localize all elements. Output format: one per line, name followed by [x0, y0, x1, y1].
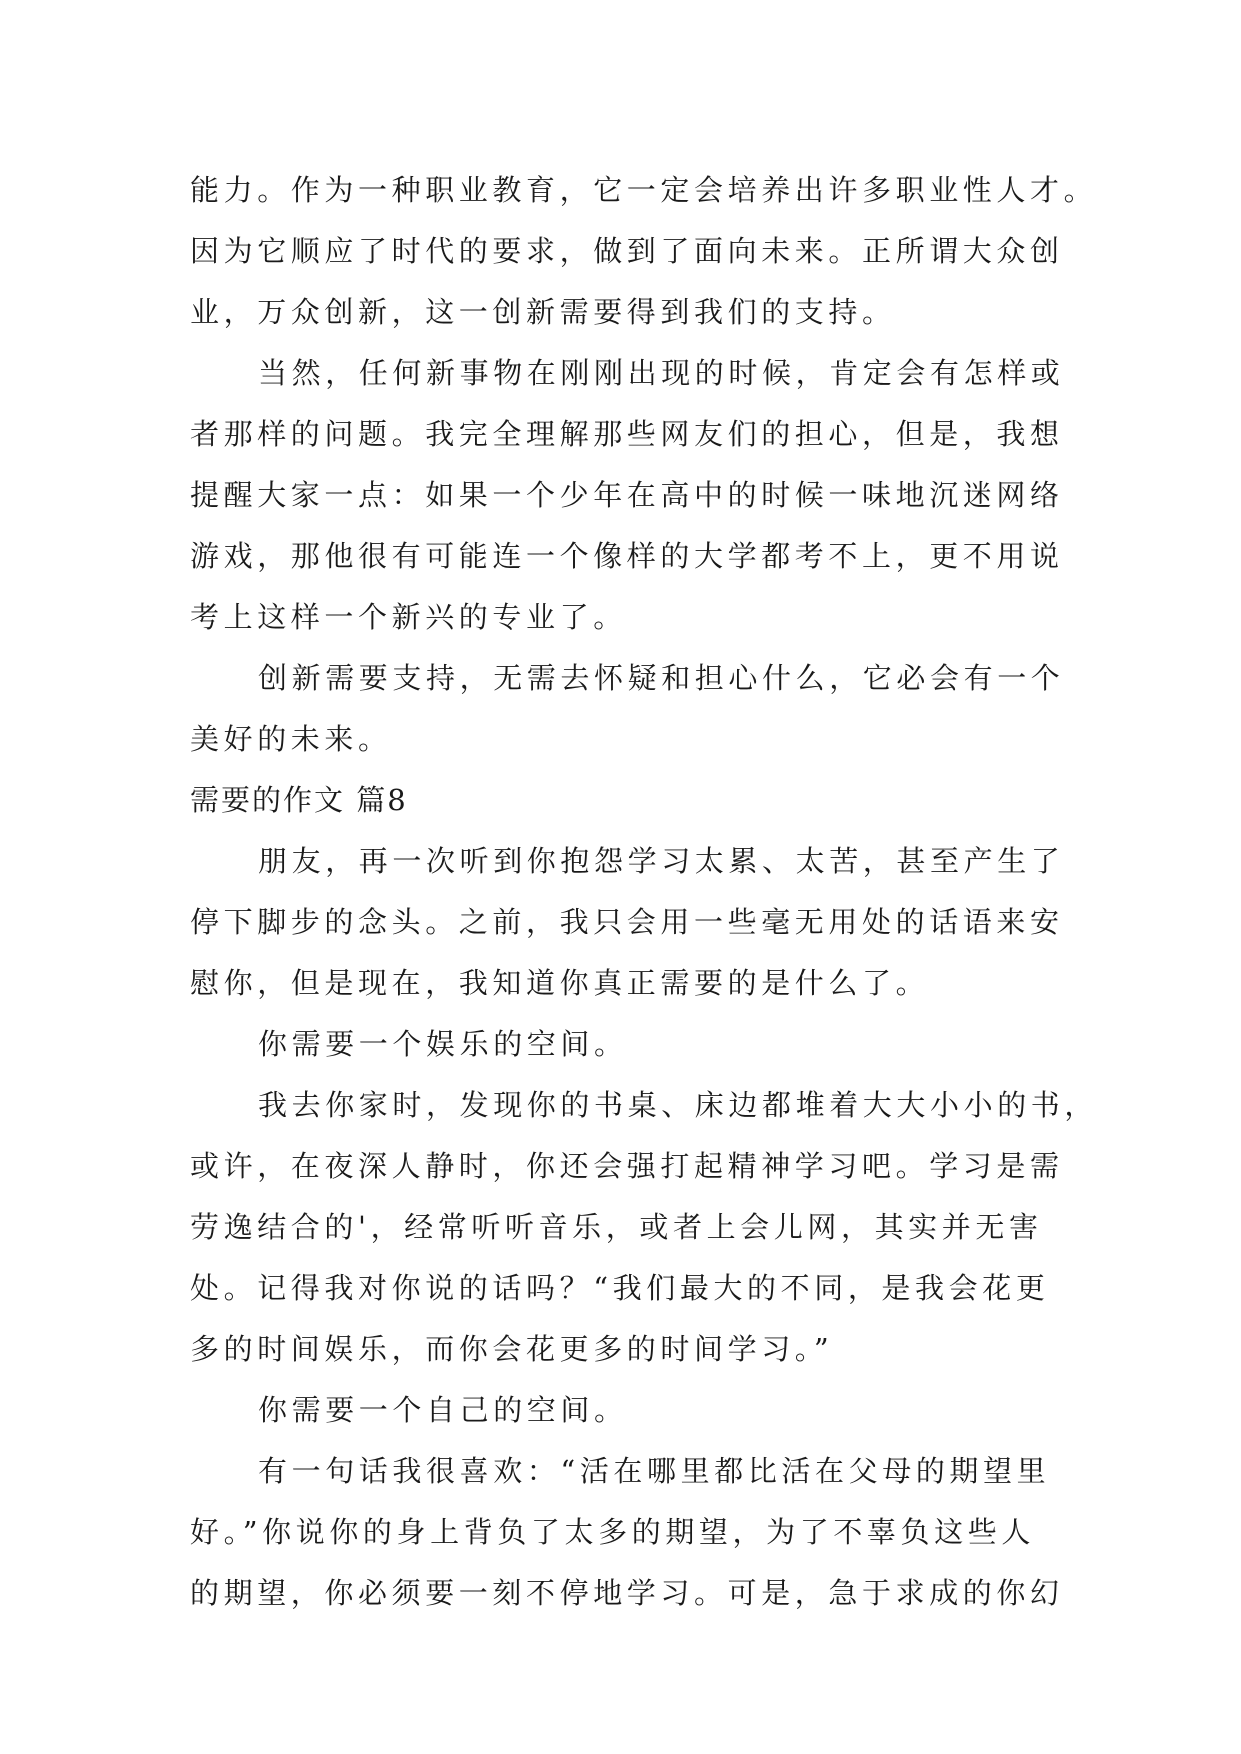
text-line: 停下脚步的念头。之前，我只会用一些毫无用处的话语来安 — [190, 905, 1064, 939]
text-line: 或许，在夜深人静时，你还会强打起精神学习吧。学习是需 — [190, 1149, 1064, 1183]
text-line: 能力。作为一种职业教育，它一定会培养出许多职业性人才。 — [190, 173, 1098, 207]
text-line: 多的时间娱乐，而你会花更多的时间学习。” — [190, 1332, 834, 1366]
paragraph-start-line: 朋友，再一次听到你抱怨学习太累、太苦，甚至产生了 — [258, 844, 1065, 878]
text-line: 提醒大家一点：如果一个少年在高中的时候一味地沉迷网络 — [190, 478, 1064, 512]
text-line: 处。记得我对你说的话吗？“我们最大的不同，是我会花更 — [190, 1271, 1050, 1305]
paragraph-start-line: 我去你家时，发现你的书桌、床边都堆着大大小小的书， — [258, 1088, 1099, 1122]
text-line: 慰你，但是现在，我知道你真正需要的是什么了。 — [190, 966, 930, 1000]
text-line: 好。”你说你的身上背负了太多的期望，为了不辜负这些人 — [190, 1515, 1035, 1549]
text-line: 的期望，你必须要一刻不停地学习。可是，急于求成的你幻 — [190, 1576, 1064, 1610]
paragraph-start-line: 你需要一个自己的空间。 — [258, 1393, 628, 1427]
paragraph-start-line: 创新需要支持，无需去怀疑和担心什么，它必会有一个 — [258, 661, 1065, 695]
text-line: 劳逸结合的'，经常听听音乐，或者上会儿网，其实并无害 — [190, 1210, 1043, 1244]
paragraph-start-line: 当然，任何新事物在刚刚出现的时候，肯定会有怎样或 — [258, 356, 1065, 390]
paragraph-start-line: 有一句话我很喜欢：“活在哪里都比活在父母的期望里 — [258, 1454, 1051, 1488]
text-line: 考上这样一个新兴的专业了。 — [190, 600, 627, 634]
text-line: 者那样的问题。我完全理解那些网友们的担心，但是，我想 — [190, 417, 1064, 451]
text-line: 业，万众创新，这一创新需要得到我们的支持。 — [190, 295, 896, 329]
document-body — [190, 160, 1099, 1624]
text-line: 美好的未来。 — [190, 722, 392, 756]
section-heading: 需要的作文 篇8 — [190, 783, 408, 817]
text-line: 游戏，那他很有可能连一个像样的大学都考不上，更不用说 — [190, 539, 1064, 573]
paragraph-start-line: 你需要一个娱乐的空间。 — [258, 1027, 628, 1061]
text-line: 因为它顺应了时代的要求，做到了面向未来。正所谓大众创 — [190, 234, 1064, 268]
